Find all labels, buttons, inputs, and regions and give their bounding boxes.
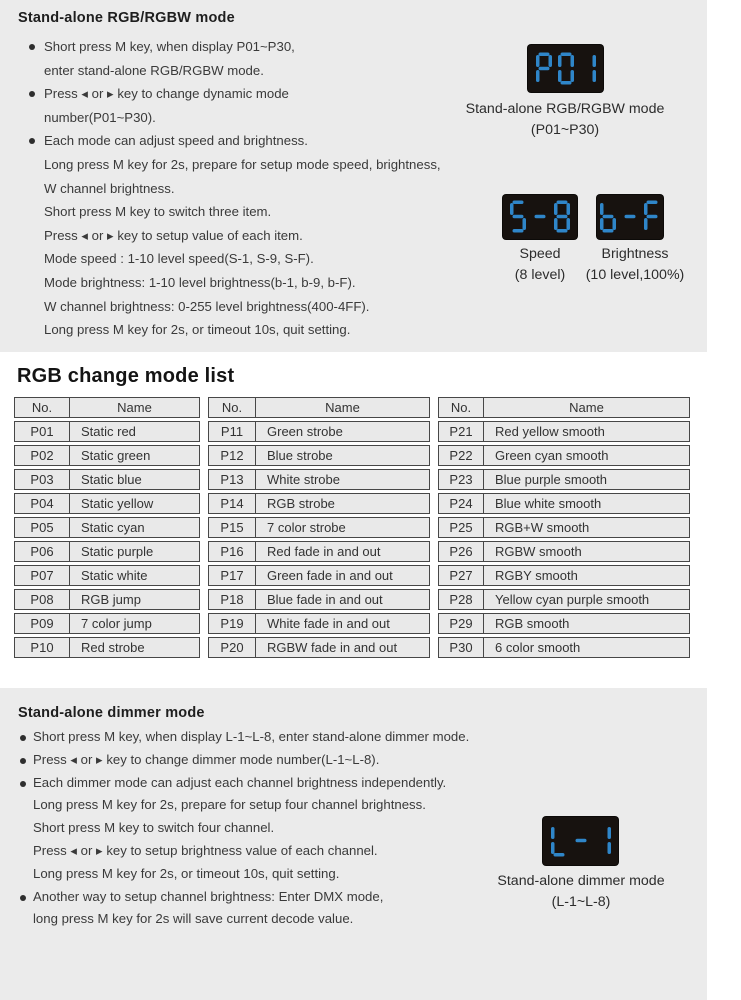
mode-name-cell: Green strobe: [267, 424, 343, 439]
line-text: Mode brightness: 1-10 level brightness(b-1, b-9, b-F).: [44, 274, 356, 290]
text-line: [18, 794, 593, 817]
table-row: [14, 637, 200, 658]
mode-name-cell: Static blue: [81, 472, 142, 487]
mode-name-cell: 6 color smooth: [495, 640, 581, 655]
bullet-dot: [20, 895, 26, 901]
table-row: [438, 565, 690, 586]
bullet-line: [18, 35, 498, 59]
text-line: [18, 153, 498, 177]
line-text: Short press M key, when display P01~P30,: [44, 39, 295, 54]
mode-number-cell: P28: [439, 590, 484, 609]
mode-name-cell: Red strobe: [81, 640, 145, 655]
col-header-name: Name: [569, 400, 604, 415]
text-line: [18, 224, 498, 248]
led-caption-dimmer: [457, 871, 705, 913]
mode-name-cell: Static purple: [81, 544, 154, 559]
table-row: [438, 421, 690, 442]
mode-number-cell: P17: [209, 566, 256, 585]
line-text: Short press M key, when display L-1~L-8, enter stand-alone dimmer mode.: [33, 729, 470, 744]
mode-name-cell: Static red: [81, 424, 136, 439]
table-row: [438, 541, 690, 562]
table-row: [208, 421, 430, 442]
bullet-line: [18, 129, 498, 153]
mode-name-cell: Blue strobe: [267, 448, 333, 463]
col-header-name: Name: [117, 400, 152, 415]
mode-name-cell: Red yellow smooth: [495, 424, 605, 439]
line-text: W channel brightness.: [44, 180, 175, 196]
table-row: [14, 589, 200, 610]
rgbw-instruction-list: [18, 35, 498, 342]
line-text: Mode speed : 1-10 level speed(S-1, S-9, S-F).: [44, 251, 314, 267]
bullet-dot: [20, 781, 26, 787]
text-line: [18, 271, 498, 295]
line-text: Long press M key for 2s, prepare for setup four channel brightness.: [33, 797, 426, 813]
mode-number-cell: P01: [15, 422, 70, 441]
caption-line: Brightness: [601, 246, 669, 262]
mode-name-cell: White fade in and out: [267, 616, 390, 631]
mode-name-cell: Blue white smooth: [495, 496, 602, 511]
mode-number-cell: P03: [15, 470, 70, 489]
rgbw-mode-section: [18, 10, 498, 342]
table-row: [208, 445, 430, 466]
mode-name-cell: Static green: [81, 448, 151, 463]
col-header-no: No.: [439, 398, 484, 417]
table-row: [208, 613, 430, 634]
line-text: Press ◂ or ▸ key to change dynamic mode: [44, 86, 289, 102]
bullet-line: [18, 726, 593, 749]
led-display-dimmer: [543, 817, 618, 865]
text-line: [18, 318, 498, 342]
text-line: [18, 200, 498, 224]
line-text: enter stand-alone RGB/RGBW mode.: [44, 62, 264, 78]
mode-number-cell: P20: [209, 638, 256, 657]
line-text: Each mode can adjust speed and brightness.: [44, 133, 308, 149]
mode-table-title: RGB change mode list: [17, 365, 235, 387]
line-text: Press ◂ or ▸ key to setup value of each item.: [44, 227, 303, 243]
bullet-line: [18, 82, 498, 106]
text-line: [18, 177, 498, 201]
seven-segment-digits: [600, 200, 660, 234]
table-row: [14, 541, 200, 562]
mode-number-cell: P21: [439, 422, 484, 441]
mode-name-cell: 7 color strobe: [267, 520, 346, 535]
led-caption-brightness: [572, 244, 698, 286]
line-text: number(P01~P30).: [44, 109, 156, 125]
mode-number-cell: P08: [15, 590, 70, 609]
bullet-dot: [29, 44, 35, 50]
mode-name-cell: Static cyan: [81, 520, 145, 535]
seven-segment-digits: [536, 52, 596, 86]
table-row: [14, 493, 200, 514]
mode-table: [14, 397, 690, 658]
bullet-dot: [20, 735, 26, 741]
text-line: [18, 840, 593, 863]
mode-name-cell: RGBY smooth: [495, 568, 578, 583]
seven-segment-digits: [551, 824, 611, 858]
table-row: [438, 517, 690, 538]
mode-number-cell: P27: [439, 566, 484, 585]
mode-number-cell: P24: [439, 494, 484, 513]
table-row: [438, 445, 690, 466]
table-row: [438, 613, 690, 634]
text-line: [18, 817, 593, 840]
mode-number-cell: P16: [209, 542, 256, 561]
line-text: long press M key for 2s will save current decode value.: [33, 911, 354, 927]
mode-number-cell: P30: [439, 638, 484, 657]
mode-number-cell: P25: [439, 518, 484, 537]
mode-name-cell: Red fade in and out: [267, 544, 381, 559]
text-line: [18, 295, 498, 319]
led-display-speed: [503, 195, 577, 239]
table-row: [438, 493, 690, 514]
line-text: Short press M key to switch four channel.: [33, 820, 275, 836]
mode-number-cell: P11: [209, 422, 256, 441]
mode-name-cell: Blue fade in and out: [267, 592, 383, 607]
mode-name-cell: RGBW fade in and out: [267, 640, 398, 655]
table-header-row: [208, 397, 430, 418]
mode-name-cell: White strobe: [267, 472, 340, 487]
mode-number-cell: P06: [15, 542, 70, 561]
led-display-mode: [528, 45, 603, 92]
table-row: [14, 421, 200, 442]
table-header-row: [14, 397, 200, 418]
mode-number-cell: P10: [15, 638, 70, 657]
table-row: [208, 541, 430, 562]
dimmer-section-title: Stand-alone dimmer mode: [18, 705, 205, 721]
mode-name-cell: Blue purple smooth: [495, 472, 608, 487]
table-row: [438, 637, 690, 658]
table-row: [438, 469, 690, 490]
line-text: Long press M key for 2s, or timeout 10s, quit setting.: [44, 322, 351, 338]
mode-name-cell: RGBW smooth: [495, 544, 582, 559]
line-text: Another way to setup channel brightness: Enter DMX mode,: [33, 888, 384, 904]
mode-number-cell: P22: [439, 446, 484, 465]
table-row: [208, 637, 430, 658]
table-row: [14, 565, 200, 586]
led-display-brightness: [597, 195, 663, 239]
table-row: [14, 613, 200, 634]
mode-number-cell: P14: [209, 494, 256, 513]
caption-line: (8 level): [514, 267, 566, 283]
mode-name-cell: Green cyan smooth: [495, 448, 609, 463]
mode-number-cell: P02: [15, 446, 70, 465]
line-text: Long press M key for 2s, or timeout 10s, quit setting.: [33, 865, 340, 881]
mode-subtable-1: [14, 397, 200, 658]
bullet-dot: [29, 91, 35, 97]
bullet-line: [18, 772, 593, 795]
table-row: [208, 517, 430, 538]
mode-number-cell: P13: [209, 470, 256, 489]
table-row: [14, 469, 200, 490]
caption-line: (P01~P30): [530, 122, 600, 138]
table-row: [14, 517, 200, 538]
mode-name-cell: 7 color jump: [81, 616, 152, 631]
led-caption-mode: [445, 99, 685, 141]
seven-segment-digits: [510, 200, 570, 234]
line-text: Long press M key for 2s, prepare for setup mode speed, brightness,: [44, 156, 441, 172]
mode-number-cell: P05: [15, 518, 70, 537]
table-row: [438, 589, 690, 610]
mode-name-cell: Static yellow: [81, 496, 154, 511]
mode-number-cell: P15: [209, 518, 256, 537]
mode-number-cell: P26: [439, 542, 484, 561]
table-row: [208, 565, 430, 586]
caption-line: Speed: [519, 246, 561, 262]
table-row: [208, 589, 430, 610]
table-row: [208, 493, 430, 514]
mode-number-cell: P07: [15, 566, 70, 585]
caption-line: Stand-alone dimmer mode: [497, 873, 665, 889]
bullet-dot: [20, 758, 26, 764]
table-header-row: [438, 397, 690, 418]
bullet-dot: [29, 138, 35, 144]
mode-name-cell: Yellow cyan purple smooth: [495, 592, 650, 607]
line-text: Short press M key to switch three item.: [44, 204, 272, 220]
mode-number-cell: P18: [209, 590, 256, 609]
mode-number-cell: P29: [439, 614, 484, 633]
mode-number-cell: P12: [209, 446, 256, 465]
mode-number-cell: P04: [15, 494, 70, 513]
bullet-line: [18, 749, 593, 772]
line-text: Press ◂ or ▸ key to setup brightness value of each channel.: [33, 842, 378, 858]
mode-name-cell: Static white: [81, 568, 148, 583]
mode-subtable-3: [438, 397, 690, 658]
mode-number-cell: P09: [15, 614, 70, 633]
line-text: W channel brightness: 0-255 level brightness(400-4FF).: [44, 298, 370, 314]
caption-line: (L-1~L-8): [551, 894, 611, 910]
line-text: Press ◂ or ▸ key to change dimmer mode number(L-1~L-8).: [33, 751, 380, 767]
text-line: [18, 59, 498, 83]
col-header-name: Name: [325, 400, 360, 415]
mode-name-cell: RGB smooth: [495, 616, 570, 631]
text-line: [18, 106, 498, 130]
table-row: [14, 445, 200, 466]
caption-line: Stand-alone RGB/RGBW mode: [465, 101, 665, 117]
mode-name-cell: RGB+W smooth: [495, 520, 590, 535]
mode-number-cell: P19: [209, 614, 256, 633]
mode-name-cell: Green fade in and out: [267, 568, 393, 583]
line-text: Each dimmer mode can adjust each channel brightness independently.: [33, 774, 447, 790]
mode-name-cell: RGB jump: [81, 592, 141, 607]
mode-name-cell: RGB strobe: [267, 496, 335, 511]
text-line: [18, 247, 498, 271]
rgbw-section-title: Stand-alone RGB/RGBW mode: [18, 10, 235, 26]
col-header-no: No.: [15, 398, 70, 417]
mode-subtable-2: [208, 397, 430, 658]
mode-number-cell: P23: [439, 470, 484, 489]
table-row: [208, 469, 430, 490]
caption-line: (10 level,100%): [585, 267, 685, 283]
col-header-no: No.: [209, 398, 256, 417]
